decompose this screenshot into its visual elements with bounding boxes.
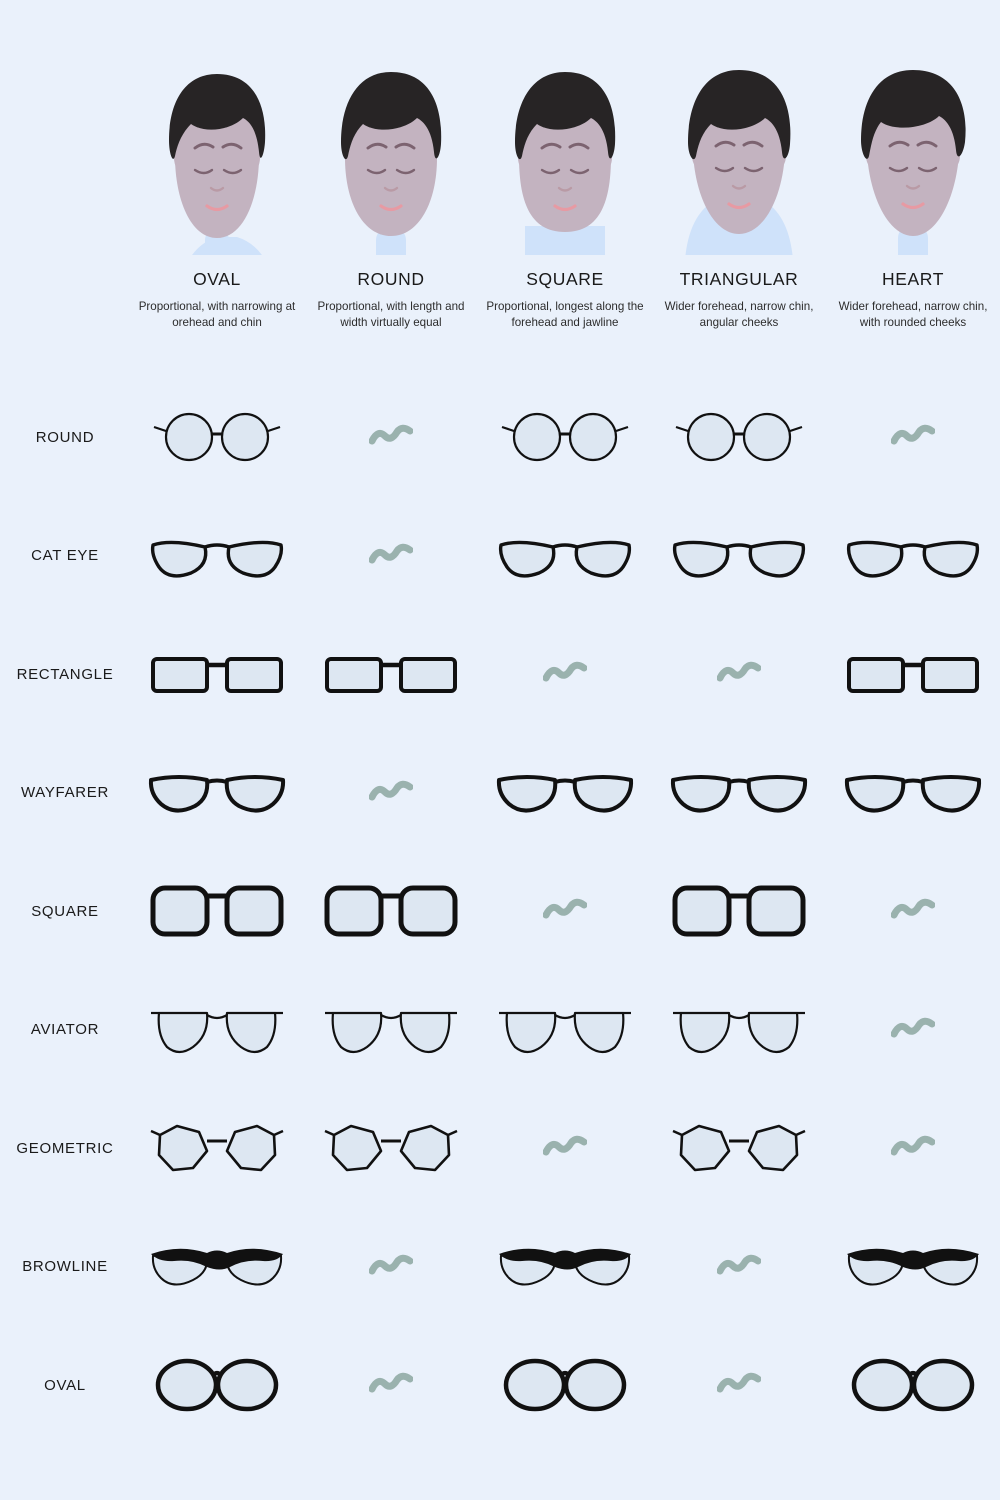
cell-aviator-round [304,971,478,1090]
face-name-oval: OVAL [193,269,241,289]
cell-wayfarer-square [478,734,652,853]
face-illustration-square [495,60,635,255]
wave-dash-icon [891,1017,935,1043]
frame-row-label-square: SQUARE [31,902,99,920]
cell-wayfarer-oval [130,734,304,853]
wave-dash-icon [369,1254,413,1280]
frame-row-browline [0,1208,1000,1327]
cell-browline-heart [826,1208,1000,1327]
face-shapes-header [130,60,1000,332]
eyeglasses-icon-browline [495,1232,635,1302]
wave-dash-icon [369,1372,413,1398]
cell-round-triangular [652,378,826,497]
face-illustration-round [321,60,461,255]
frame-row-square [0,852,1000,971]
frame-row-geometric [0,1089,1000,1208]
face-description-square: Proportional, longest along the forehead and jawline [486,300,644,330]
eyeglasses-icon-cat-eye [495,521,635,591]
cell-square-heart [826,852,1000,971]
eyeglasses-icon-rectangle [843,639,983,709]
cell-square-oval [130,852,304,971]
wave-dash-icon [717,661,761,687]
eyeglasses-icon-wayfarer [495,758,635,828]
frame-row-label-wayfarer: WAYFARER [20,784,110,802]
cell-browline-triangular [652,1208,826,1327]
eyeglasses-icon-square [147,876,287,946]
face-name-triangular: TRIANGULAR [679,269,799,289]
cell-cat-eye-heart [826,497,1000,616]
cell-oval-square [478,1326,652,1445]
eyeglasses-icon-browline [843,1232,983,1302]
eyeglasses-icon-wayfarer [843,758,983,828]
eyeglasses-icon-cat-eye [843,521,983,591]
eyeglasses-icon-aviator [669,995,809,1065]
cell-browline-square [478,1208,652,1327]
eyeglasses-icon-oval [843,1350,983,1420]
cell-oval-oval [130,1326,304,1445]
cell-rectangle-square [478,615,652,734]
cell-round-oval [130,378,304,497]
cell-geometric-triangular [652,1089,826,1208]
face-description-round: Proportional, with length and width virtually equal [317,300,465,330]
cell-browline-round [304,1208,478,1327]
cell-cat-eye-square [478,497,652,616]
eyeglasses-icon-oval [495,1350,635,1420]
frame-row-label-oval: OVAL [44,1376,86,1394]
frame-row-aviator [0,971,1000,1090]
eyeglasses-icon-round [495,402,635,472]
frame-row-label-round: ROUND [35,428,95,446]
face-illustration-oval [147,60,287,255]
frame-row-label-rectangle: RECTANGLE [16,665,114,683]
frame-row-label-geometric: GEOMETRIC [16,1139,114,1157]
cell-square-round [304,852,478,971]
face-name-heart: HEART [882,269,944,289]
eyeglasses-icon-geometric [321,1113,461,1183]
face-column-round [304,60,478,332]
cell-rectangle-oval [130,615,304,734]
cell-round-heart [826,378,1000,497]
cell-geometric-square [478,1089,652,1208]
eyeglasses-icon-geometric [669,1113,809,1183]
wave-dash-icon [369,424,413,450]
cell-cat-eye-oval [130,497,304,616]
face-column-square [478,60,652,332]
face-description-oval: Proportional, with narrowing at orehead and chin [138,300,296,330]
cell-rectangle-heart [826,615,1000,734]
wave-dash-icon [543,898,587,924]
wave-dash-icon [891,898,935,924]
cell-aviator-heart [826,971,1000,1090]
wave-dash-icon [717,1372,761,1398]
cell-wayfarer-triangular [652,734,826,853]
frame-row-label-browline: BROWLINE [22,1258,108,1276]
cell-geometric-heart [826,1089,1000,1208]
cell-geometric-round [304,1089,478,1208]
frame-row-round [0,378,1000,497]
frame-row-rectangle [0,615,1000,734]
cell-oval-heart [826,1326,1000,1445]
wave-dash-icon [369,543,413,569]
eyeglasses-icon-geometric [147,1113,287,1183]
face-illustration-heart [843,60,983,255]
eyeglasses-icon-round [147,402,287,472]
eyeglasses-icon-aviator [147,995,287,1065]
frame-row-oval [0,1326,1000,1445]
cell-aviator-oval [130,971,304,1090]
face-name-square: SQUARE [526,269,604,289]
wave-dash-icon [543,661,587,687]
face-description-triangular: Wider forehead, narrow chin, angular cheeks [664,300,814,330]
wave-dash-icon [543,1135,587,1161]
cell-square-square [478,852,652,971]
face-column-oval [130,60,304,332]
eyeglasses-icon-cat-eye [669,521,809,591]
cell-cat-eye-round [304,497,478,616]
cell-round-square [478,378,652,497]
cell-geometric-oval [130,1089,304,1208]
eyeglasses-icon-square [669,876,809,946]
eyeglasses-icon-wayfarer [147,758,287,828]
face-column-heart [826,60,1000,332]
frame-row-label-cat-eye: CAT EYE [31,547,99,565]
face-illustration-triangular [669,60,809,255]
eyeglasses-icon-cat-eye [147,521,287,591]
face-column-triangular [652,60,826,332]
cell-oval-triangular [652,1326,826,1445]
wave-dash-icon [891,1135,935,1161]
cell-aviator-square [478,971,652,1090]
frame-row-cat-eye [0,497,1000,616]
face-description-heart: Wider forehead, narrow chin, with rounded cheeks [838,300,988,330]
wave-dash-icon [891,424,935,450]
cell-rectangle-round [304,615,478,734]
wave-dash-icon [717,1254,761,1280]
cell-rectangle-triangular [652,615,826,734]
eyeglasses-icon-round [669,402,809,472]
eyeglasses-icon-aviator [321,995,461,1065]
face-name-round: ROUND [357,269,425,289]
eyeglasses-icon-rectangle [321,639,461,709]
frame-row-wayfarer [0,734,1000,853]
frame-row-label-aviator: AVIATOR [30,1021,100,1039]
cell-square-triangular [652,852,826,971]
cell-aviator-triangular [652,971,826,1090]
cell-oval-round [304,1326,478,1445]
eyeglasses-icon-aviator [495,995,635,1065]
wave-dash-icon [369,780,413,806]
eyeglasses-icon-rectangle [147,639,287,709]
eyeglasses-icon-wayfarer [669,758,809,828]
cell-browline-oval [130,1208,304,1327]
cell-wayfarer-round [304,734,478,853]
cell-cat-eye-triangular [652,497,826,616]
cell-round-round [304,378,478,497]
frame-rows [0,378,1000,1445]
eyeglasses-icon-browline [147,1232,287,1302]
eyeglasses-icon-square [321,876,461,946]
eyeglasses-icon-oval [147,1350,287,1420]
cell-wayfarer-heart [826,734,1000,853]
